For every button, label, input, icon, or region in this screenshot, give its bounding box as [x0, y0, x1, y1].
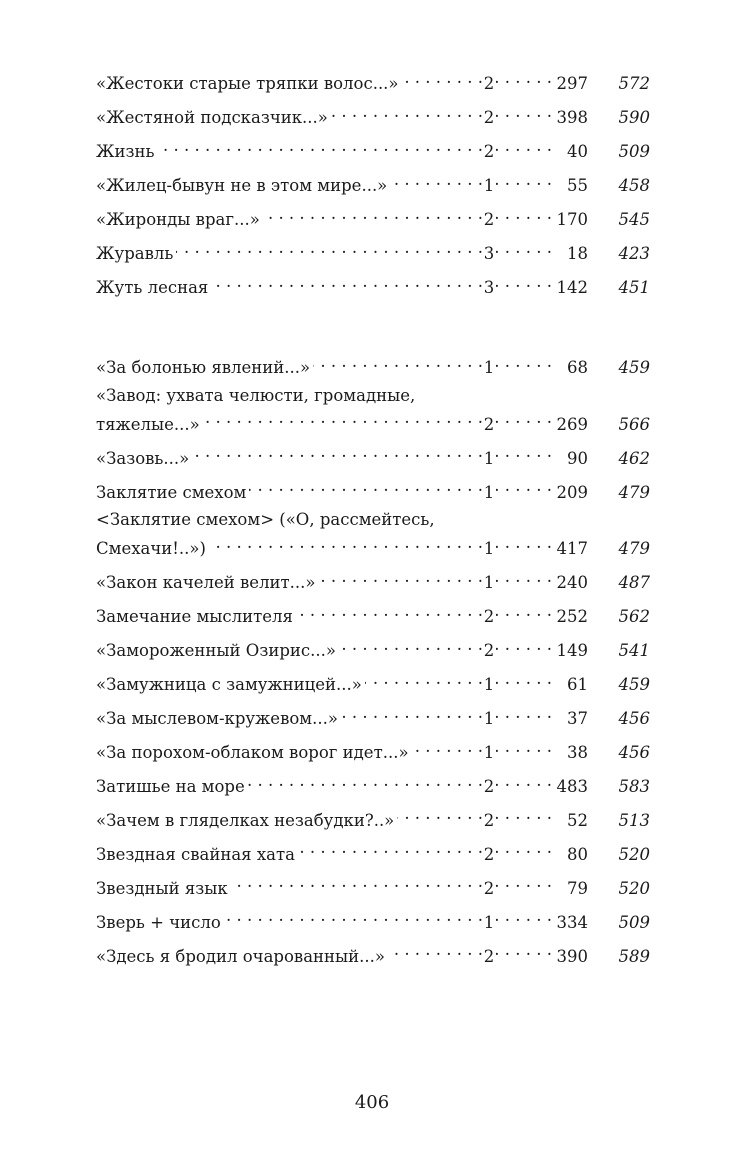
leader-dots [176, 237, 483, 259]
index-entry [96, 837, 650, 864]
index-entry [96, 736, 650, 762]
index-entry [96, 385, 650, 434]
entry-title: Звездный язык [96, 878, 228, 898]
entry-page: 483 [556, 776, 588, 796]
leader-dots [496, 101, 552, 123]
leader-dots [203, 407, 483, 429]
leader-dots [496, 837, 552, 859]
entry-page: 90 [567, 448, 588, 468]
leader-dots [339, 634, 483, 656]
index-entry [96, 475, 650, 502]
leader-dots [209, 532, 483, 554]
index-entry [96, 634, 650, 660]
leader-dots [412, 736, 483, 758]
leader-dots [313, 351, 483, 373]
leader-dots [365, 668, 483, 690]
entry-line [96, 770, 650, 796]
entry-line [96, 837, 650, 864]
leader-dots [496, 351, 552, 373]
entry-title: тяжелые...» [96, 414, 200, 434]
index-entry [96, 509, 650, 558]
entry-page: 52 [567, 810, 588, 830]
leader-dots [388, 939, 483, 961]
entry-note-page: 562 [618, 606, 650, 626]
entry-page: 55 [567, 176, 588, 196]
entry-line [96, 634, 650, 660]
entry-line [96, 441, 650, 468]
leader-dots [496, 939, 552, 961]
entry-volume: 2 [483, 74, 495, 94]
entry-note-page: 456 [618, 742, 650, 762]
index-entry [96, 135, 650, 162]
entry-volume: 2 [483, 810, 495, 830]
entry-title-first-line: «Завод: ухвата челюсти, громадные, [96, 385, 416, 405]
entry-title: «Зазовь...» [96, 448, 190, 468]
entry-note-page: 423 [618, 244, 650, 264]
entry-page: 269 [556, 414, 588, 434]
entry-page: 390 [556, 946, 588, 966]
index-entry [96, 566, 650, 592]
entry-page: 240 [556, 572, 588, 592]
entry-line [96, 566, 650, 592]
leader-dots [224, 905, 483, 927]
index-entry [96, 905, 650, 932]
entry-title: «Замороженный Озирис...» [96, 640, 336, 660]
leader-dots [192, 441, 483, 463]
entry-volume: 3 [483, 278, 495, 298]
entry-page: 334 [556, 912, 588, 932]
leader-dots [298, 837, 483, 859]
entry-line [96, 905, 650, 932]
entry-title: Затишье на море [96, 776, 245, 796]
entry-title: Журавль [96, 244, 174, 264]
entry-volume: 2 [483, 844, 495, 864]
leader-dots [331, 101, 483, 123]
entry-page: 79 [567, 878, 588, 898]
entry-note-page: 520 [618, 844, 650, 864]
entry-volume: 1 [483, 708, 495, 728]
entry-page: 417 [556, 539, 588, 558]
entry-line [96, 67, 650, 94]
entry-line [96, 271, 650, 298]
leader-dots [402, 67, 483, 89]
leader-dots [496, 237, 552, 259]
entry-page: 61 [567, 674, 588, 694]
entry-line [96, 871, 650, 898]
entry-volume: 2 [483, 776, 495, 796]
entry-note-page: 479 [618, 539, 650, 558]
index-entry [96, 702, 650, 728]
entry-volume: 3 [483, 244, 495, 264]
index-entry [96, 203, 650, 230]
page-number: 406 [354, 1092, 390, 1113]
entry-line [96, 101, 650, 128]
index-entry [96, 101, 650, 128]
leader-dots [211, 271, 483, 293]
entry-volume: 1 [483, 912, 495, 932]
entry-note-page: 459 [618, 674, 650, 694]
leader-dots [158, 135, 483, 157]
entry-note-page: 566 [618, 414, 650, 434]
entry-page: 149 [556, 640, 588, 660]
entry-note-page: 456 [618, 708, 650, 728]
entry-volume: 2 [483, 142, 495, 162]
entry-note-page: 462 [618, 448, 650, 468]
leader-dots [496, 203, 552, 225]
entry-title: Смехачи!..») [96, 539, 206, 558]
index-entry [96, 351, 650, 378]
entry-page: 40 [567, 142, 588, 162]
entry-line [96, 939, 650, 966]
leader-dots [496, 803, 552, 825]
entry-title: «За болонью явлений...» [96, 358, 311, 378]
entry-line [96, 407, 650, 434]
entry-volume: 2 [483, 946, 495, 966]
entry-title: «Здесь я бродил очарованный...» [96, 946, 385, 966]
entry-volume: 1 [483, 448, 495, 468]
entry-line [96, 169, 650, 196]
entry-title: «Замужница с замужницей...» [96, 674, 362, 694]
entry-volume: 2 [483, 108, 495, 128]
entry-line [96, 532, 650, 558]
entry-note-page: 509 [618, 912, 650, 932]
entry-note-page: 458 [618, 176, 650, 196]
entry-page: 38 [567, 742, 588, 762]
entry-volume: 2 [483, 210, 495, 230]
leader-dots [496, 135, 552, 157]
entry-title: «Жестяной подсказчик...» [96, 108, 328, 128]
entry-line [96, 237, 650, 264]
entry-note-page: 545 [618, 210, 650, 230]
entry-note-page: 451 [618, 278, 650, 298]
leader-dots [341, 702, 483, 724]
index-entry [96, 939, 650, 966]
group-separator [96, 305, 650, 351]
index-entry [96, 600, 650, 626]
leader-dots [496, 871, 552, 893]
entry-line [96, 736, 650, 762]
entry-title: Заклятие смехом [96, 482, 247, 502]
entry-note-page: 513 [618, 810, 650, 830]
entry-volume: 2 [483, 606, 495, 626]
entry-volume: 1 [483, 674, 495, 694]
entry-volume: 1 [483, 482, 495, 502]
index-entry [96, 803, 650, 830]
entry-line [96, 475, 650, 502]
entry-note-page: 541 [618, 640, 650, 660]
entry-note-page: 583 [618, 776, 650, 796]
entry-page: 297 [556, 74, 588, 94]
leader-dots [296, 600, 483, 622]
leader-dots [397, 803, 483, 825]
leader-dots [496, 736, 552, 758]
entry-line [96, 135, 650, 162]
entry-volume: 2 [483, 414, 495, 434]
entry-line [96, 351, 650, 378]
entry-title-first-line: <Заклятие смехом> («О, рассмейтесь, [96, 510, 435, 530]
leader-dots [496, 702, 552, 724]
entry-title: «Закон качелей велит...» [96, 572, 316, 592]
leader-dots [496, 634, 552, 656]
entry-page: 252 [556, 606, 588, 626]
entry-note-page: 487 [618, 572, 650, 592]
entry-note-page: 459 [618, 358, 650, 378]
index-entry [96, 871, 650, 898]
leader-dots [249, 475, 483, 497]
entry-line [96, 600, 650, 626]
leader-dots [496, 905, 552, 927]
index-entry [96, 441, 650, 468]
leader-dots [263, 203, 483, 225]
leader-dots [496, 169, 552, 191]
entry-line [96, 203, 650, 230]
entry-title: «Жиронды враг...» [96, 210, 260, 230]
entry-note-page: 572 [618, 74, 650, 94]
leader-dots [496, 271, 552, 293]
entry-title: «За мыслевом-кружевом...» [96, 708, 338, 728]
entry-page: 18 [567, 244, 588, 264]
leader-dots [231, 871, 483, 893]
entry-title: Замечание мыслителя [96, 606, 293, 626]
entry-page: 68 [567, 358, 588, 378]
entry-line [96, 803, 650, 830]
entry-note-page: 520 [618, 878, 650, 898]
leader-dots [496, 668, 552, 690]
leader-dots [496, 441, 552, 463]
entry-volume: 2 [483, 878, 495, 898]
leader-dots [248, 770, 483, 792]
leader-dots [496, 600, 552, 622]
index-entry [96, 237, 650, 264]
entry-volume: 1 [483, 572, 495, 592]
entry-note-page: 589 [618, 946, 650, 966]
entry-title: Зверь + число [96, 912, 221, 932]
entry-volume: 1 [483, 176, 495, 196]
entry-page: 80 [567, 844, 588, 864]
entry-page: 209 [556, 482, 588, 502]
entry-page: 142 [556, 278, 588, 298]
entry-title: Жизнь [96, 142, 155, 162]
index-list [96, 67, 650, 973]
leader-dots [496, 532, 552, 554]
entry-volume: 1 [483, 539, 495, 558]
entry-page: 37 [567, 708, 588, 728]
leader-dots [496, 566, 552, 588]
leader-dots [390, 169, 483, 191]
entry-title: Звездная свайная хата [96, 844, 295, 864]
index-entry [96, 67, 650, 94]
index-entry [96, 271, 650, 298]
entry-title: «Жилец-бывун не в этом мире...» [96, 176, 388, 196]
entry-page: 170 [556, 210, 588, 230]
index-entry [96, 668, 650, 694]
entry-title: Жуть лесная [96, 278, 209, 298]
leader-dots [319, 566, 483, 588]
entry-note-page: 479 [618, 482, 650, 502]
leader-dots [496, 67, 552, 89]
index-entry [96, 169, 650, 196]
entry-volume: 1 [483, 358, 495, 378]
leader-dots [496, 407, 552, 429]
entry-note-page: 509 [618, 142, 650, 162]
entry-line [96, 668, 650, 694]
entry-title: «Жестоки старые тряпки волос...» [96, 74, 399, 94]
entry-title: «За порохом-облаком ворог идет...» [96, 742, 409, 762]
entry-title: «Зачем в гляделках незабудки?..» [96, 810, 395, 830]
entry-line [96, 702, 650, 728]
leader-dots [496, 770, 552, 792]
entry-volume: 2 [483, 640, 495, 660]
entry-page: 398 [556, 108, 588, 128]
index-entry [96, 770, 650, 796]
entry-note-page: 590 [618, 108, 650, 128]
leader-dots [496, 475, 552, 497]
entry-volume: 1 [483, 742, 495, 762]
